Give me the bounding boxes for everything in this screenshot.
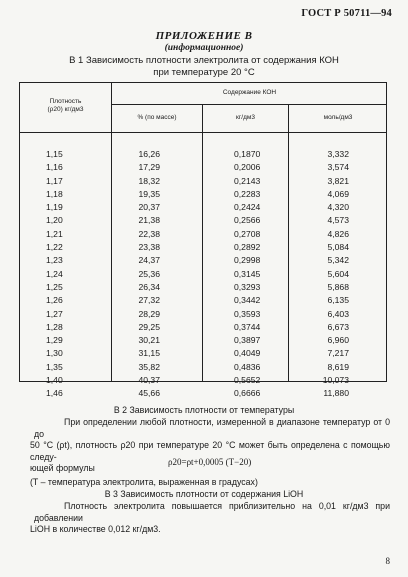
density-cell: 1,20 bbox=[46, 215, 63, 226]
percent-cell: 27,32 bbox=[138, 295, 160, 306]
header-percent: % (по массе) bbox=[137, 114, 177, 121]
percent-cell: 28,29 bbox=[138, 308, 160, 319]
kg-cell: 0,2283 bbox=[234, 188, 261, 199]
page-number: 8 bbox=[385, 556, 390, 566]
table-divider-vertical-1 bbox=[111, 82, 112, 382]
header-kg: кг/дм3 bbox=[236, 114, 255, 121]
kg-cell: 0,3593 bbox=[234, 308, 261, 319]
kg-column bbox=[234, 148, 260, 401]
section3-line2: LiOH в количестве 0,012 кг/дм3. bbox=[30, 524, 161, 534]
mol-cell: 6,403 bbox=[327, 308, 349, 319]
kg-cell: 0,2998 bbox=[234, 255, 261, 266]
header-density bbox=[20, 98, 111, 114]
kg-cell: 0,4049 bbox=[234, 348, 261, 359]
standard-number: ГОСТ Р 50711—94 bbox=[301, 8, 392, 19]
kg-cell: 0,3744 bbox=[234, 321, 261, 332]
header-density-unit: (ρ20) кг/дм3 bbox=[47, 106, 84, 113]
percent-cell: 26,34 bbox=[138, 281, 160, 292]
section1-title-line1: В 1 Зависимость плотности электролита от содержания КОН bbox=[69, 55, 339, 66]
density-cell: 1,28 bbox=[46, 321, 63, 332]
appendix-title: ПРИЛОЖЕНИЕ В bbox=[155, 30, 253, 42]
mol-cell: 5,342 bbox=[327, 255, 349, 266]
mol-cell: 3,332 bbox=[327, 149, 349, 159]
mol-cell: 4,826 bbox=[327, 228, 349, 239]
percent-cell: 30,21 bbox=[138, 335, 160, 346]
mol-cell: 6,960 bbox=[327, 335, 349, 346]
mol-cell: 4,069 bbox=[327, 188, 349, 199]
percent-cell: 40,37 bbox=[138, 375, 160, 386]
mol-cell: 10,073 bbox=[322, 375, 349, 386]
percent-cell: 17,29 bbox=[138, 162, 160, 173]
kg-cell: 0,2566 bbox=[234, 215, 261, 226]
section3-line1: Плотность электролита повышается приблизительно на 0,01 кг/дм3 при добавлении bbox=[34, 501, 390, 523]
mol-cell: 7,217 bbox=[327, 348, 349, 359]
mol-cell: 5,084 bbox=[327, 242, 349, 253]
section2-note: (T – температура электролита, выраженная в градусах) bbox=[30, 477, 258, 487]
mol-column bbox=[305, 148, 349, 401]
density-cell: 1,29 bbox=[46, 335, 63, 346]
kg-cell: 0,2143 bbox=[234, 175, 261, 186]
kg-cell: 0,3293 bbox=[234, 281, 261, 292]
percent-cell: 18,32 bbox=[138, 175, 160, 186]
percent-cell: 22,38 bbox=[138, 228, 160, 239]
density-cell: 1,27 bbox=[46, 308, 63, 319]
mol-cell: 5,868 bbox=[327, 281, 349, 292]
density-cell: 1,22 bbox=[46, 242, 63, 253]
kg-cell: 0,5652 bbox=[234, 375, 261, 386]
kg-cell: 0,1870 bbox=[234, 149, 261, 159]
kg-cell: 0,2892 bbox=[234, 242, 261, 253]
percent-cell: 16,26 bbox=[138, 149, 160, 159]
density-cell: 1,40 bbox=[46, 375, 63, 386]
mol-cell: 5,604 bbox=[327, 268, 349, 279]
density-cell: 1,23 bbox=[46, 255, 63, 266]
kg-cell: 0,4836 bbox=[234, 361, 261, 372]
kg-cell: 0,2708 bbox=[234, 228, 261, 239]
mol-cell: 8,619 bbox=[327, 361, 349, 372]
density-cell: 1,26 bbox=[46, 295, 63, 306]
mol-cell: 4,573 bbox=[327, 215, 349, 226]
percent-cell: 24,37 bbox=[138, 255, 160, 266]
mol-cell: 6,673 bbox=[327, 321, 349, 332]
section1-title bbox=[0, 55, 408, 78]
mol-cell: 3,821 bbox=[327, 175, 349, 186]
percent-column bbox=[120, 148, 160, 401]
header-density-label: Плотность bbox=[49, 98, 82, 105]
kg-cell: 0,3145 bbox=[234, 268, 261, 279]
mol-cell: 3,574 bbox=[327, 162, 349, 173]
density-cell: 1,21 bbox=[46, 228, 63, 239]
mol-cell: 6,135 bbox=[327, 295, 349, 306]
density-cell: 1,16 bbox=[46, 162, 63, 173]
appendix-subtitle: (информационное) bbox=[164, 43, 244, 53]
header-mol: моль/дм3 bbox=[323, 114, 353, 121]
section2-line3: ющей формулы bbox=[30, 463, 95, 473]
density-cell: 1,15 bbox=[46, 149, 63, 159]
percent-cell: 21,38 bbox=[138, 215, 160, 226]
section1-title-line2: при температуре 20 °С bbox=[153, 66, 255, 78]
percent-cell: 31,15 bbox=[138, 348, 160, 359]
table-divider-horizontal-1 bbox=[111, 104, 387, 105]
kg-cell: 0,2424 bbox=[234, 202, 261, 213]
density-cell: 1,24 bbox=[46, 268, 63, 279]
density-cell: 1,25 bbox=[46, 281, 63, 292]
percent-cell: 25,36 bbox=[138, 268, 160, 279]
density-cell: 1,35 bbox=[46, 361, 63, 372]
percent-cell: 19,35 bbox=[138, 188, 160, 199]
section3-title: В 3 Зависимость плотности от содержания LiOH bbox=[104, 489, 304, 499]
percent-cell: 29,25 bbox=[138, 321, 160, 332]
density-cell: 1,30 bbox=[46, 348, 63, 359]
header-koh-content: Содержание КОН bbox=[222, 89, 277, 96]
percent-cell: 20,37 bbox=[138, 202, 160, 213]
percent-cell: 45,66 bbox=[138, 388, 160, 399]
kg-cell: 0,3442 bbox=[234, 295, 261, 306]
table-divider-vertical-3 bbox=[288, 104, 289, 382]
mol-cell: 11,880 bbox=[323, 388, 349, 399]
section2-line2: 50 °С (ρt), плотность ρ20 при температуре 20 °С может быть определена с помощью следу- bbox=[30, 440, 390, 462]
section3-paragraph bbox=[30, 501, 390, 536]
table-divider-vertical-2 bbox=[202, 104, 203, 382]
density-formula: ρ20=ρt+0,0005 (T−20) bbox=[168, 457, 252, 467]
kg-cell: 0,6666 bbox=[234, 388, 261, 399]
mol-cell: 4,320 bbox=[327, 202, 349, 213]
percent-cell: 35,82 bbox=[138, 361, 160, 372]
section2-title: В 2 Зависимость плотности от температуры bbox=[113, 405, 295, 415]
density-cell: 1,17 bbox=[46, 175, 63, 186]
section2-line1: При определении любой плотности, измеренной в диапазоне температур от 0 до bbox=[34, 417, 390, 439]
percent-cell: 23,38 bbox=[138, 242, 160, 253]
density-column bbox=[46, 148, 63, 401]
kg-cell: 0,3897 bbox=[234, 335, 261, 346]
density-cell: 1,19 bbox=[46, 202, 63, 213]
table-divider-horizontal-2 bbox=[19, 132, 387, 133]
density-cell: 1,46 bbox=[46, 388, 63, 399]
kg-cell: 0,2006 bbox=[234, 162, 261, 173]
density-cell: 1,18 bbox=[46, 188, 63, 199]
